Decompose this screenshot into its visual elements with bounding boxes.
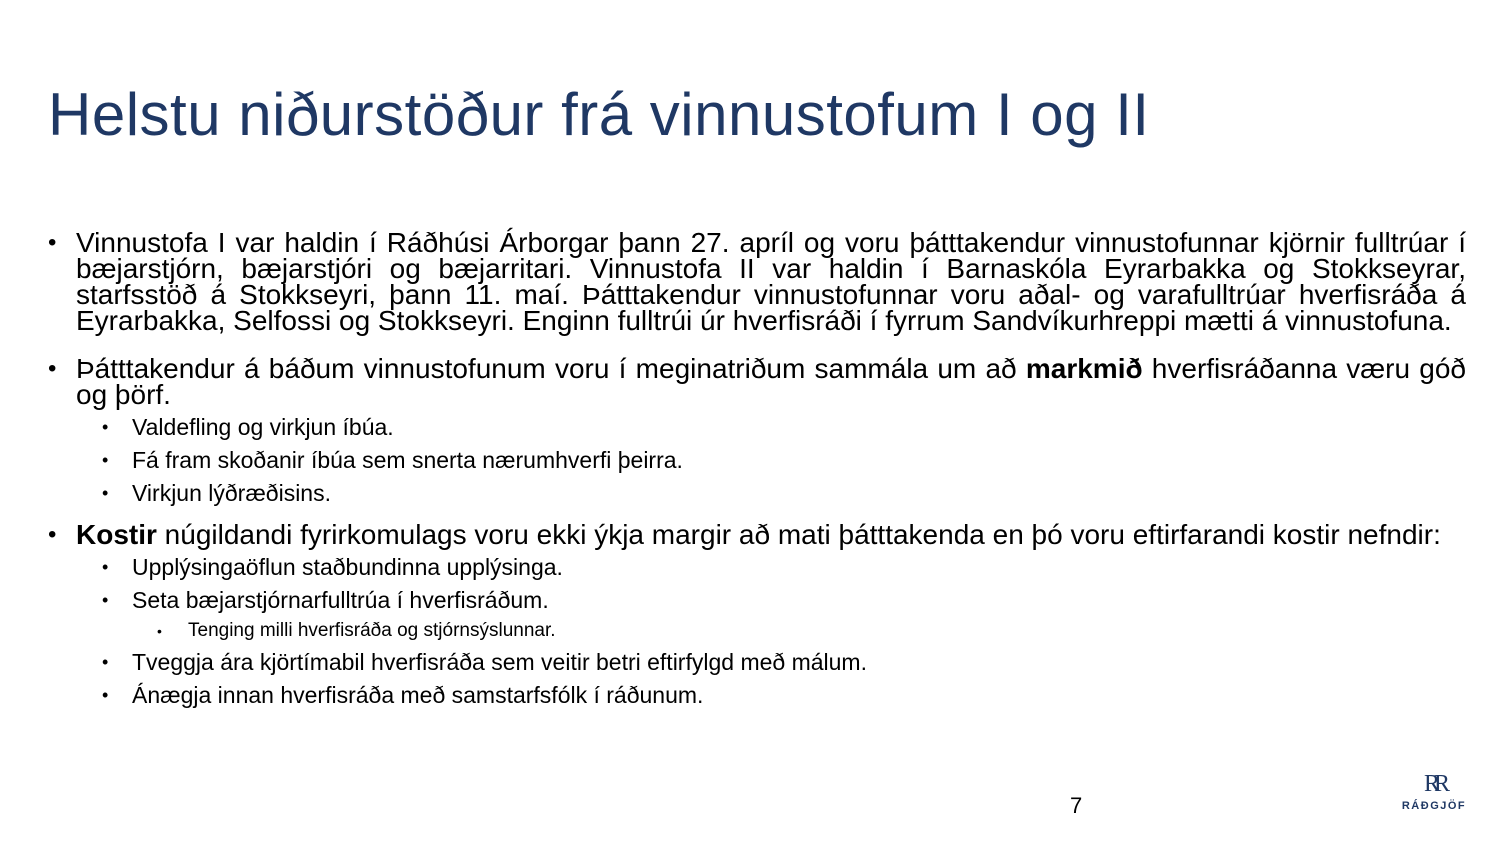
bullet-point: • [157, 623, 162, 639]
advantages-sublist [48, 554, 1466, 708]
list-item [76, 587, 1466, 613]
slide-title: Helstu niðurstöður frá vinnustofum I og II [48, 81, 1150, 148]
list-item-text: Seta bæjarstjórnarfulltrúa í hverfisráðum. [132, 587, 549, 613]
bullet-point: • [102, 685, 109, 705]
bullet-point: • [102, 417, 109, 437]
list-item [76, 447, 1466, 473]
slide-body [48, 227, 1466, 724]
list-item-text: Ánægja innan hverfisráða með samstarfsfólk í ráðunum. [132, 682, 704, 708]
company-logo [1396, 772, 1472, 812]
bullet-point: • [102, 450, 109, 470]
bullet-bold-text: Kostir [76, 519, 157, 550]
bullet-text: núgildandi fyrirkomulags voru ekki ýkja margir að mati þátttakenda en þó voru eftirfarandi kostir nefndir: [156, 519, 1441, 550]
bullet-point: • [102, 557, 109, 577]
bullet-text: hverfisráðanna væru góð og þörf. [76, 353, 1466, 410]
nested-list-item [132, 620, 1466, 642]
list-item-text: Fá fram skoðanir íbúa sem snerta nærumhverfi þeirra. [132, 447, 683, 473]
list-item-text: Tenging milli hverfisráða og stjórnsýslunnar. [188, 620, 556, 641]
list-item-text: Virkjun lýðræðisins. [132, 480, 331, 506]
bullet-text: Vinnustofa I var haldin í Ráðhúsi Árborgar þann 27. apríl og voru þátttakendur vinnustofunnar kjörnir fulltrúar í bæjarstjórn, bæjarstjóri og bæjarritari. Vinnustofa II var haldin í Barnaskóla Eyrarbakka og Stokkseyrar, starfsstöð á Stokkseyri, þann 11. maí. Þátttakendur vinnustofunnar voru aðal- og varafulltrúar hverfisráða á Eyrarbakka, Selfossi og Stokkseyri. Enginn fulltrúi úr hverfisráði í fyrrum Sandvíkurhreppi mætti á vinnustofuna. [76, 227, 1466, 336]
list-item-text: Valdefling og virkjun íbúa. [132, 414, 394, 440]
bullet-text: Þátttakendur á báðum vinnustofunum voru í meginatriðum sammála um að [76, 353, 1026, 384]
logo-text: RÁÐGJÖF [1401, 800, 1467, 812]
bullet-goals [48, 353, 1466, 410]
list-item [76, 682, 1466, 708]
bullet-point: • [102, 483, 109, 503]
bullet-advantages [48, 519, 1466, 550]
list-item-text: Upplýsingaöflun staðbundinna upplýsinga. [132, 554, 563, 580]
list-item-text: Tveggja ára kjörtímabil hverfisráða sem veitir betri eftirfylgd með málum. [132, 649, 867, 675]
bullet-workshops [48, 227, 1466, 336]
bullet-bold-text: markmið [1025, 353, 1143, 384]
bullet-point: • [48, 229, 57, 256]
bullet-point: • [102, 652, 109, 672]
list-item [76, 554, 1466, 580]
page-number: 7 [1070, 793, 1083, 818]
bullet-point: • [48, 355, 57, 382]
list-item [76, 649, 1466, 675]
bullet-point: • [102, 590, 109, 610]
list-item [76, 414, 1466, 440]
list-item [76, 480, 1466, 506]
bullet-point: • [48, 521, 57, 548]
logo-mark: RR [1423, 771, 1444, 797]
goals-sublist [48, 414, 1466, 506]
